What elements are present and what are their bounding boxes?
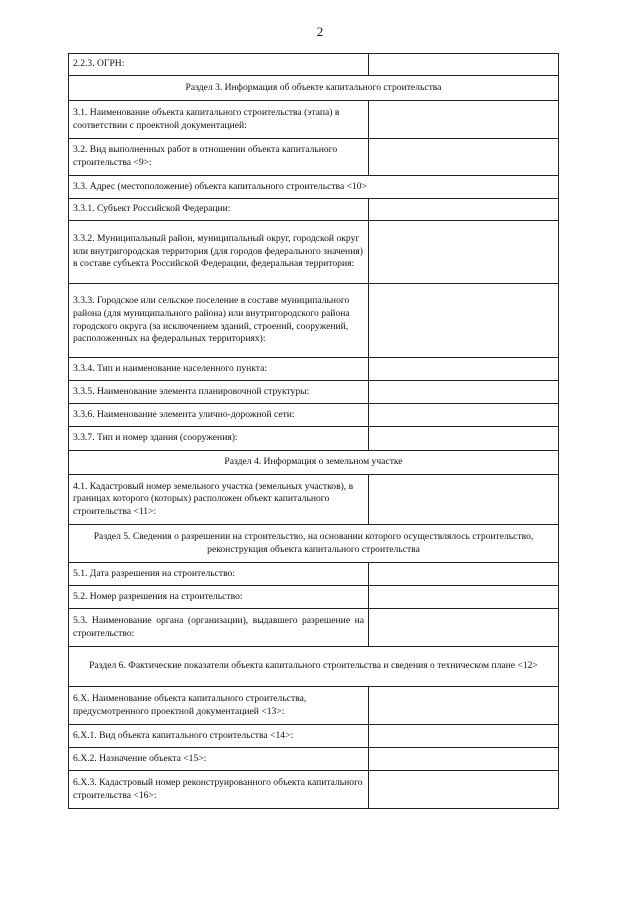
table-row <box>69 609 559 647</box>
section-3-header: Раздел 3. Информация об объекте капитального строительства <box>69 76 559 101</box>
row-label-5-2: 5.2. Номер разрешения на строительство: <box>69 586 369 609</box>
page-number: 2 <box>316 24 324 39</box>
section-header-row <box>69 76 559 101</box>
table-row <box>69 101 559 139</box>
table-row <box>69 54 559 76</box>
row-label-4-1: 4.1. Кадастровый номер земельного участка (земельных участков), в границах которого (которых) расположен объект капитального строительства <11>: <box>69 475 369 525</box>
row-label-6-X-1: 6.X.1. Вид объекта капитального строительства <14>: <box>69 725 369 748</box>
row-label-2-2-3: 2.2.3. ОГРН: <box>69 54 369 76</box>
row-label-3-1: 3.1. Наименование объекта капитального строительства (этапа) в соответствии с проектной документацией: <box>69 101 369 139</box>
row-label-3-3-5: 3.3.5. Наименование элемента планировочной структуры: <box>69 381 369 404</box>
row-value-5-2[interactable] <box>369 586 559 609</box>
section-header-row <box>69 451 559 475</box>
table-row <box>69 381 559 404</box>
table-row <box>69 284 559 358</box>
section-header-row <box>69 647 559 687</box>
table-row <box>69 404 559 427</box>
table-row <box>69 748 559 771</box>
row-value-3-3-6[interactable] <box>369 404 559 427</box>
table-row <box>69 475 559 525</box>
table-row <box>69 221 559 284</box>
row-value-3-3-7[interactable] <box>369 427 559 451</box>
section-header-row <box>69 176 559 199</box>
table-row <box>69 427 559 451</box>
row-value-6-X-1[interactable] <box>369 725 559 748</box>
row-label-3-3-1: 3.3.1. Субъект Российской Федерации: <box>69 199 369 221</box>
section-6-header: Раздел 6. Фактические показатели объекта капитального строительства и сведения о техническом плане <12> <box>69 647 559 687</box>
row-value-3-3-5[interactable] <box>369 381 559 404</box>
row-value-3-3-3[interactable] <box>369 284 559 358</box>
table-row <box>69 687 559 725</box>
row-label-3-3-2: 3.3.2. Муниципальный район, муниципальный округ, городской округ или внутригородская территория (для городов федерального значения) в составе субъекта Российской Федерации, федеральная территория: <box>69 221 369 284</box>
table-row <box>69 358 559 381</box>
row-value-3-3-4[interactable] <box>369 358 559 381</box>
row-value-4-1[interactable] <box>369 475 559 525</box>
row-value-6-X-3[interactable] <box>369 771 559 809</box>
row-value-6-X[interactable] <box>369 687 559 725</box>
row-label-6-X: 6.X. Наименование объекта капитального строительства, предусмотренного проектной документацией <13>: <box>69 687 369 725</box>
table-row <box>69 586 559 609</box>
table-row <box>69 771 559 809</box>
row-value-5-3[interactable] <box>369 609 559 647</box>
row-label-6-X-2: 6.X.2. Назначение объекта <15>: <box>69 748 369 771</box>
row-label-3-3-4: 3.3.4. Тип и наименование населенного пункта: <box>69 358 369 381</box>
row-label-5-3: 5.3. Наименование органа (организации), выдавшего разрешение на строительство: <box>69 609 369 647</box>
row-label-3-3-6: 3.3.6. Наименование элемента улично-дорожной сети: <box>69 404 369 427</box>
form-table <box>68 53 559 809</box>
row-label-6-X-3: 6.X.3. Кадастровый номер реконструированного объекта капитального строительства <16>: <box>69 771 369 809</box>
table-row <box>69 563 559 586</box>
row-value-3-2[interactable] <box>369 139 559 176</box>
row-value-5-1[interactable] <box>369 563 559 586</box>
row-value-6-X-2[interactable] <box>369 748 559 771</box>
row-label-3-3-3: 3.3.3. Городское или сельское поселение в составе муниципального района (для муниципального района) или внутригородского района городского округа (за исключением зданий, строений, сооружений, расположенных на федеральных территориях): <box>69 284 369 358</box>
row-value-3-3-1[interactable] <box>369 199 559 221</box>
section-header-row <box>69 525 559 563</box>
row-label-3-3: 3.3. Адрес (местоположение) объекта капитального строительства <10> <box>69 176 559 199</box>
row-label-3-2: 3.2. Вид выполненных работ в отношении объекта капитального строительства <9>: <box>69 139 369 176</box>
row-value-3-3-2[interactable] <box>369 221 559 284</box>
section-5-header: Раздел 5. Сведения о разрешении на строительство, на основании которого осуществлялось строительство, реконструкция объекта капитального строительства <box>69 525 559 563</box>
row-label-3-3-7: 3.3.7. Тип и номер здания (сооружения): <box>69 427 369 451</box>
table-row <box>69 725 559 748</box>
row-label-5-1: 5.1. Дата разрешения на строительство: <box>69 563 369 586</box>
section-4-header: Раздел 4. Информация о земельном участке <box>69 451 559 475</box>
row-value-2-2-3[interactable] <box>369 54 559 76</box>
table-row <box>69 199 559 221</box>
row-value-3-1[interactable] <box>369 101 559 139</box>
table-row <box>69 139 559 176</box>
